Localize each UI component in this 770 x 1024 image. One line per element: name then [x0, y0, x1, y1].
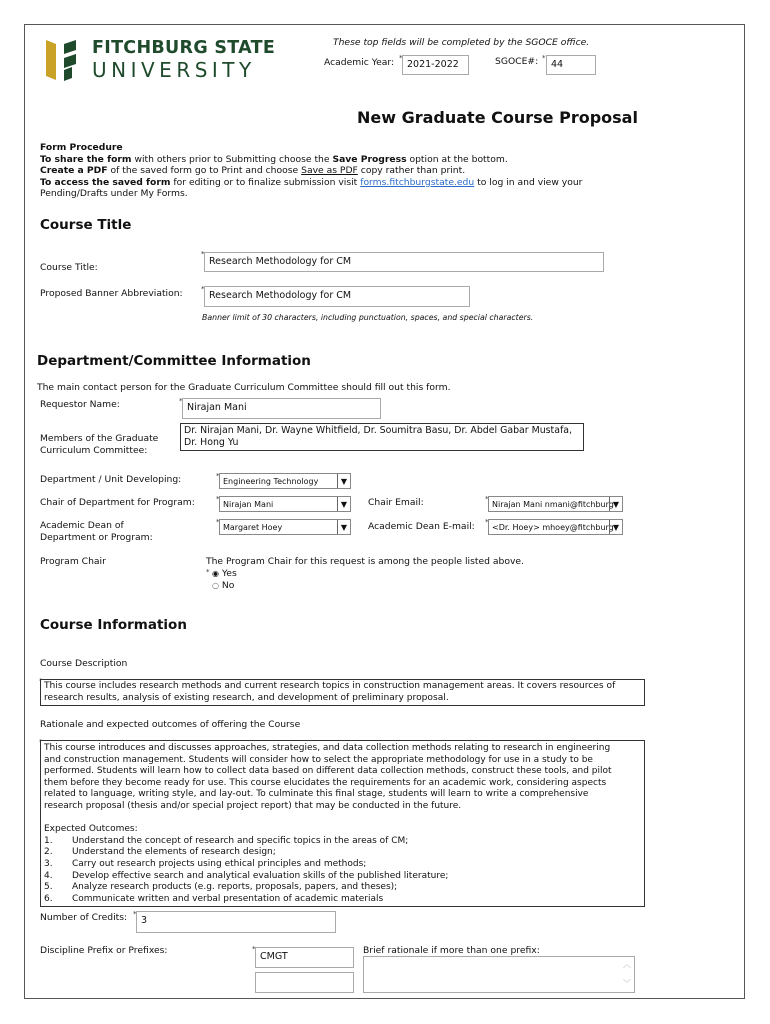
forms-link[interactable]: forms.fitchburgstate.edu	[360, 176, 475, 188]
logo-line-1: FITCHBURG STATE	[92, 38, 276, 58]
required-star: *	[485, 518, 489, 526]
required-star: *	[485, 495, 489, 503]
required-star: *	[201, 285, 205, 293]
procedure-access: To access the saved form for editing or to finalize submission visit forms.fitchburgstate.edu to log in and view your	[40, 176, 583, 188]
requestor-field[interactable]: Nirajan Mani	[182, 398, 381, 419]
procedure-access-cont: Pending/Drafts under My Forms.	[40, 188, 188, 200]
required-star: *	[216, 518, 220, 526]
radio-no[interactable]: ○ No	[212, 580, 235, 591]
course-title-heading: Course Title	[40, 217, 132, 233]
department-heading: Department/Committee Information	[37, 353, 311, 369]
credits-field[interactable]: 3	[136, 911, 336, 933]
department-intro: The main contact person for the Graduate Curriculum Committee should fill out this form.	[37, 382, 451, 393]
rationale-prefix-field[interactable]	[363, 956, 635, 993]
university-logo	[44, 38, 84, 82]
requestor-label: Requestor Name:	[40, 399, 120, 410]
outcome-item: 3. Carry out research projects using ethical principles and methods;	[44, 858, 367, 869]
program-chair-question: The Program Chair for this request is among the people listed above.	[206, 556, 524, 567]
banner-note: Banner limit of 30 characters, including punctuation, spaces, and special characters.	[202, 313, 534, 322]
members-label: Members of the Graduate Curriculum Committee:	[40, 433, 159, 456]
outcome-item: 2. Understand the elements of research design;	[44, 847, 276, 858]
rationale-label: Rationale and expected outcomes of offering the Course	[40, 719, 301, 730]
required-star: *	[216, 472, 220, 480]
required-star: *	[179, 397, 183, 405]
course-desc-label: Course Description	[40, 658, 128, 669]
procedure-share: To share the form with others prior to Submitting choose the Save Progress option at the bottom.	[40, 153, 508, 165]
rationale-line: research proposal (thesis and/or special project report) that may be conducted in the future.	[44, 800, 462, 811]
office-note: These top fields will be completed by the SGOCE office.	[333, 37, 590, 48]
prefix-field-2[interactable]	[255, 972, 354, 993]
course-title-field[interactable]: Research Methodology for CM	[204, 252, 604, 272]
dean-label: Academic Dean of Department or Program:	[40, 520, 153, 543]
rationale-prefix-label: Brief rationale if more than one prefix:	[363, 945, 540, 956]
course-title-label: Course Title:	[40, 262, 98, 273]
required-star: *	[252, 945, 256, 953]
chair-select[interactable]: Nirajan Mani ▼	[219, 496, 351, 512]
members-field[interactable]: Dr. Nirajan Mani, Dr. Wayne Whitfield, Dr. Soumitra Basu, Dr. Abdel Gabar Mustafa, Dr. Hong Yu	[180, 423, 584, 451]
chevron-down-icon: ▼	[609, 497, 622, 511]
radio-empty-icon: ○	[212, 581, 219, 590]
form-title: New Graduate Course Proposal	[357, 108, 638, 127]
course-desc-field[interactable]: This course includes research methods and current research topics in construction management areas. It covers resources of research results, analysis of existing research, and development of preliminary proposal.	[40, 679, 645, 706]
rationale-field[interactable]	[40, 740, 645, 907]
chevron-down-icon: ▼	[337, 497, 350, 511]
outcome-item: 1. Understand the concept of research and specific topics in the areas of CM;	[44, 835, 409, 846]
required-star: *	[133, 910, 137, 918]
dean-select[interactable]: Margaret Hoey ▼	[219, 519, 351, 535]
banner-abbr-field[interactable]: Research Methodology for CM	[204, 286, 470, 307]
required-star: *	[216, 495, 220, 503]
dean-email-label: Academic Dean E-mail:	[368, 521, 475, 532]
procedure-pdf: Create a PDF of the saved form go to Print and choose Save as PDF copy rather than print.	[40, 165, 466, 177]
banner-abbr-label: Proposed Banner Abbreviation:	[40, 288, 183, 299]
prefix-label: Discipline Prefix or Prefixes:	[40, 945, 168, 956]
required-star: *	[399, 54, 403, 62]
outcomes-list	[44, 836, 641, 906]
scroll-up-icon[interactable]: ︿	[623, 960, 631, 969]
scroll-down-icon[interactable]: ﹀	[623, 979, 631, 988]
procedure-title: Form Procedure	[40, 142, 123, 153]
radio-selected-icon: ◉	[212, 569, 219, 578]
rationale-line: and construction management. Students will consider how to select the appropriate methodology for use in a study to be	[44, 754, 593, 765]
chevron-down-icon: ▼	[337, 474, 350, 488]
dean-email-select[interactable]: <Dr. Hoey> mhoey@fitchburg ▼	[488, 519, 623, 535]
logo-line-2: UNIVERSITY	[92, 58, 256, 82]
prefix-field-1[interactable]: CMGT	[255, 947, 354, 968]
course-info-heading: Course Information	[40, 617, 187, 633]
rationale-line: This course introduces and discusses approaches, strategies, and data collection methods relating to research in engineering	[44, 743, 611, 753]
chair-email-select[interactable]: Nirajan Mani nmani@fitchburg ▼	[488, 496, 623, 512]
required-star: *	[201, 250, 205, 258]
outcome-item: 5. Analyze research products (e.g. reports, proposals, papers, and theses);	[44, 882, 398, 893]
chair-email-label: Chair Email:	[368, 497, 424, 508]
dept-select[interactable]: Engineering Technology ▼	[219, 473, 351, 489]
chevron-down-icon: ▼	[609, 520, 622, 534]
outcome-item: 6. Communicate written and verbal presentation of academic materials	[44, 893, 384, 904]
sgoce-field[interactable]: 44	[546, 55, 596, 75]
dept-label: Department / Unit Developing:	[40, 474, 182, 485]
chair-label: Chair of Department for Program:	[40, 497, 195, 508]
rationale-line: related to language, writing style, and lay-out. To culminate this final stage, students will learn to write a comprehensive	[44, 789, 589, 800]
rationale-line: them before they become ready for use. This course elucidates the requirements for an academic work, considering aspects	[44, 777, 607, 788]
rationale-text	[44, 743, 641, 813]
rationale-line: performed. Students will learn how to collect data based on different data collection methods, construct these tools, and pilot	[44, 766, 612, 777]
outcome-item: 4. Develop effective search and analytical evaluation skills of the published literature;	[44, 870, 449, 881]
sgoce-label: SGOCE#:	[495, 56, 539, 67]
credits-label: Number of Credits:	[40, 912, 128, 923]
form-procedure	[40, 142, 640, 200]
academic-year-field[interactable]: 2021-2022	[402, 55, 469, 75]
chevron-down-icon: ▼	[337, 520, 350, 534]
program-chair-label: Program Chair	[40, 556, 106, 567]
radio-yes[interactable]: ◉ Yes	[212, 568, 237, 579]
required-star: *	[206, 568, 210, 576]
academic-year-label: Academic Year:	[324, 57, 395, 68]
required-star: *	[542, 54, 546, 62]
outcomes-title: Expected Outcomes:	[44, 824, 138, 835]
